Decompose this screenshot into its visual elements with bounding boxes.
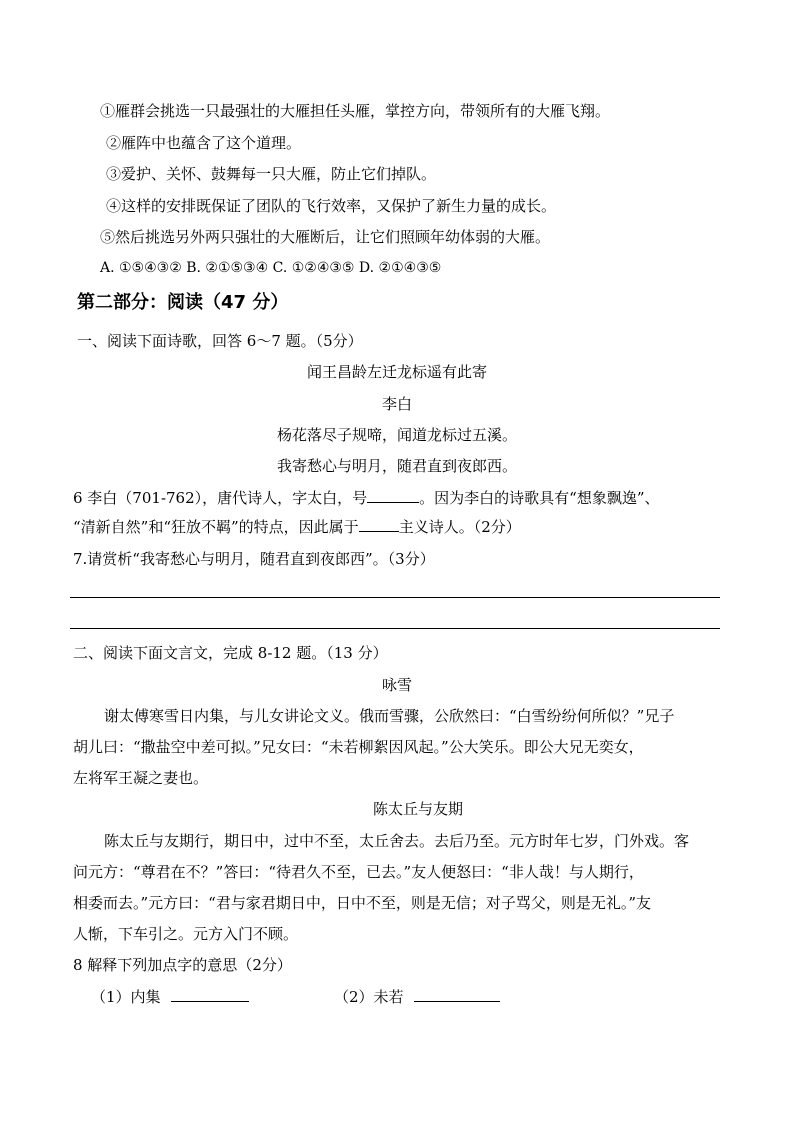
question-8-item-1 <box>91 987 249 1007</box>
answer-line-1[interactable] <box>70 597 720 598</box>
sentence-1: ①雁群会挑选一只最强壮的大雁担任头雁，掌控方向，带领所有的大雁飞翔。 <box>100 102 611 120</box>
part-heading: 第二部分：阅读（47 分） <box>77 292 289 313</box>
poem-line-2: 我寄愁心与明月，随君直到夜郎西。 <box>276 457 517 475</box>
question-6-text-b: 。因为李白的诗歌具有“想象飘逸”、 <box>419 489 660 507</box>
answer-options: A. ①⑤④③② B. ②①⑤③④ C. ①②④③⑤ D. ②①④③⑤ <box>100 260 442 276</box>
prose-title-1: 咏雪 <box>381 676 412 694</box>
item-1-label: （1）内集 <box>91 988 161 1006</box>
section-intro-prose: 二、阅读下面文言文，完成 8-12 题。（13 分） <box>73 644 388 662</box>
poem-author: 李白 <box>381 395 412 413</box>
question-6-line-2 <box>73 517 521 537</box>
answer-line-2[interactable] <box>70 628 720 629</box>
question-6-line-1 <box>73 488 660 508</box>
passage-2-line-4: 人惭，下车引之。元方入门不顾。 <box>73 925 299 943</box>
passage-2-line-3: 相委而去。”元方曰：“君与家君期日中，日中不至，则是无信；对子骂父，则是无礼。”友 <box>73 894 652 912</box>
item-2-label: （2）未若 <box>334 988 404 1006</box>
question-7: 7.请赏析“我寄愁心与明月，随君直到夜郎西”。（3分） <box>73 550 435 568</box>
passage-2-line-1: 陈太丘与友期行，期日中，过中不至，太丘舍去。去后乃至。元方时年七岁，门外戏。客 <box>104 832 690 850</box>
sentence-3: ③爱护、关怀、鼓舞每一只大雁，防止它们掉队。 <box>106 165 437 183</box>
section-intro-poem: 一、阅读下面诗歌，回答 6～7 题。（5分） <box>77 332 363 350</box>
question-6-text-c: “清新自然”和“狂放不羁”的特点，因此属于 <box>73 518 359 536</box>
answer-blank-hao[interactable] <box>367 488 419 503</box>
question-8: 8 解释下列加点字的意思（2分） <box>73 956 292 974</box>
passage-2-line-2: 问元方：“尊君在不？”答曰：“待君久不至，已去。”友人便怒曰：“非人哉！与人期行， <box>73 863 644 881</box>
sentence-5: ⑤然后挑选另外两只强壮的大雁断后，让它们照顾年幼体弱的大雁。 <box>100 228 551 246</box>
poem-title: 闻王昌龄左迁龙标遥有此寄 <box>306 363 487 381</box>
question-6-text-d: 主义诗人。（2分） <box>398 518 521 536</box>
answer-blank-weiruo[interactable] <box>414 987 500 1002</box>
question-6-text-a: 6 李白（701-762），唐代诗人，字太白，号 <box>73 489 368 507</box>
sentence-4: ④这样的安排既保证了团队的飞行效率，又保护了新生力量的成长。 <box>106 197 557 215</box>
prose-title-2: 陈太丘与友期 <box>372 800 463 818</box>
passage-1-line-3: 左将军王凝之妻也。 <box>73 769 209 787</box>
question-8-item-2 <box>334 987 500 1007</box>
sentence-2: ②雁阵中也蕴含了这个道理。 <box>106 134 302 152</box>
answer-blank-neiji[interactable] <box>171 987 249 1002</box>
answer-blank-zhuyi[interactable] <box>359 517 399 532</box>
poem-line-1: 杨花落尽子规啼，闻道龙标过五溪。 <box>276 426 517 444</box>
passage-1-line-2: 胡儿曰：“撒盐空中差可拟。”兄女曰：“未若柳絮因风起。”公大笑乐。即公大兄无奕女， <box>73 738 644 756</box>
passage-1-line-1: 谢太傅寒雪日内集，与儿女讲论文义。俄而雪骤，公欣然曰：“白雪纷纷何所似？”兄子 <box>104 707 675 725</box>
